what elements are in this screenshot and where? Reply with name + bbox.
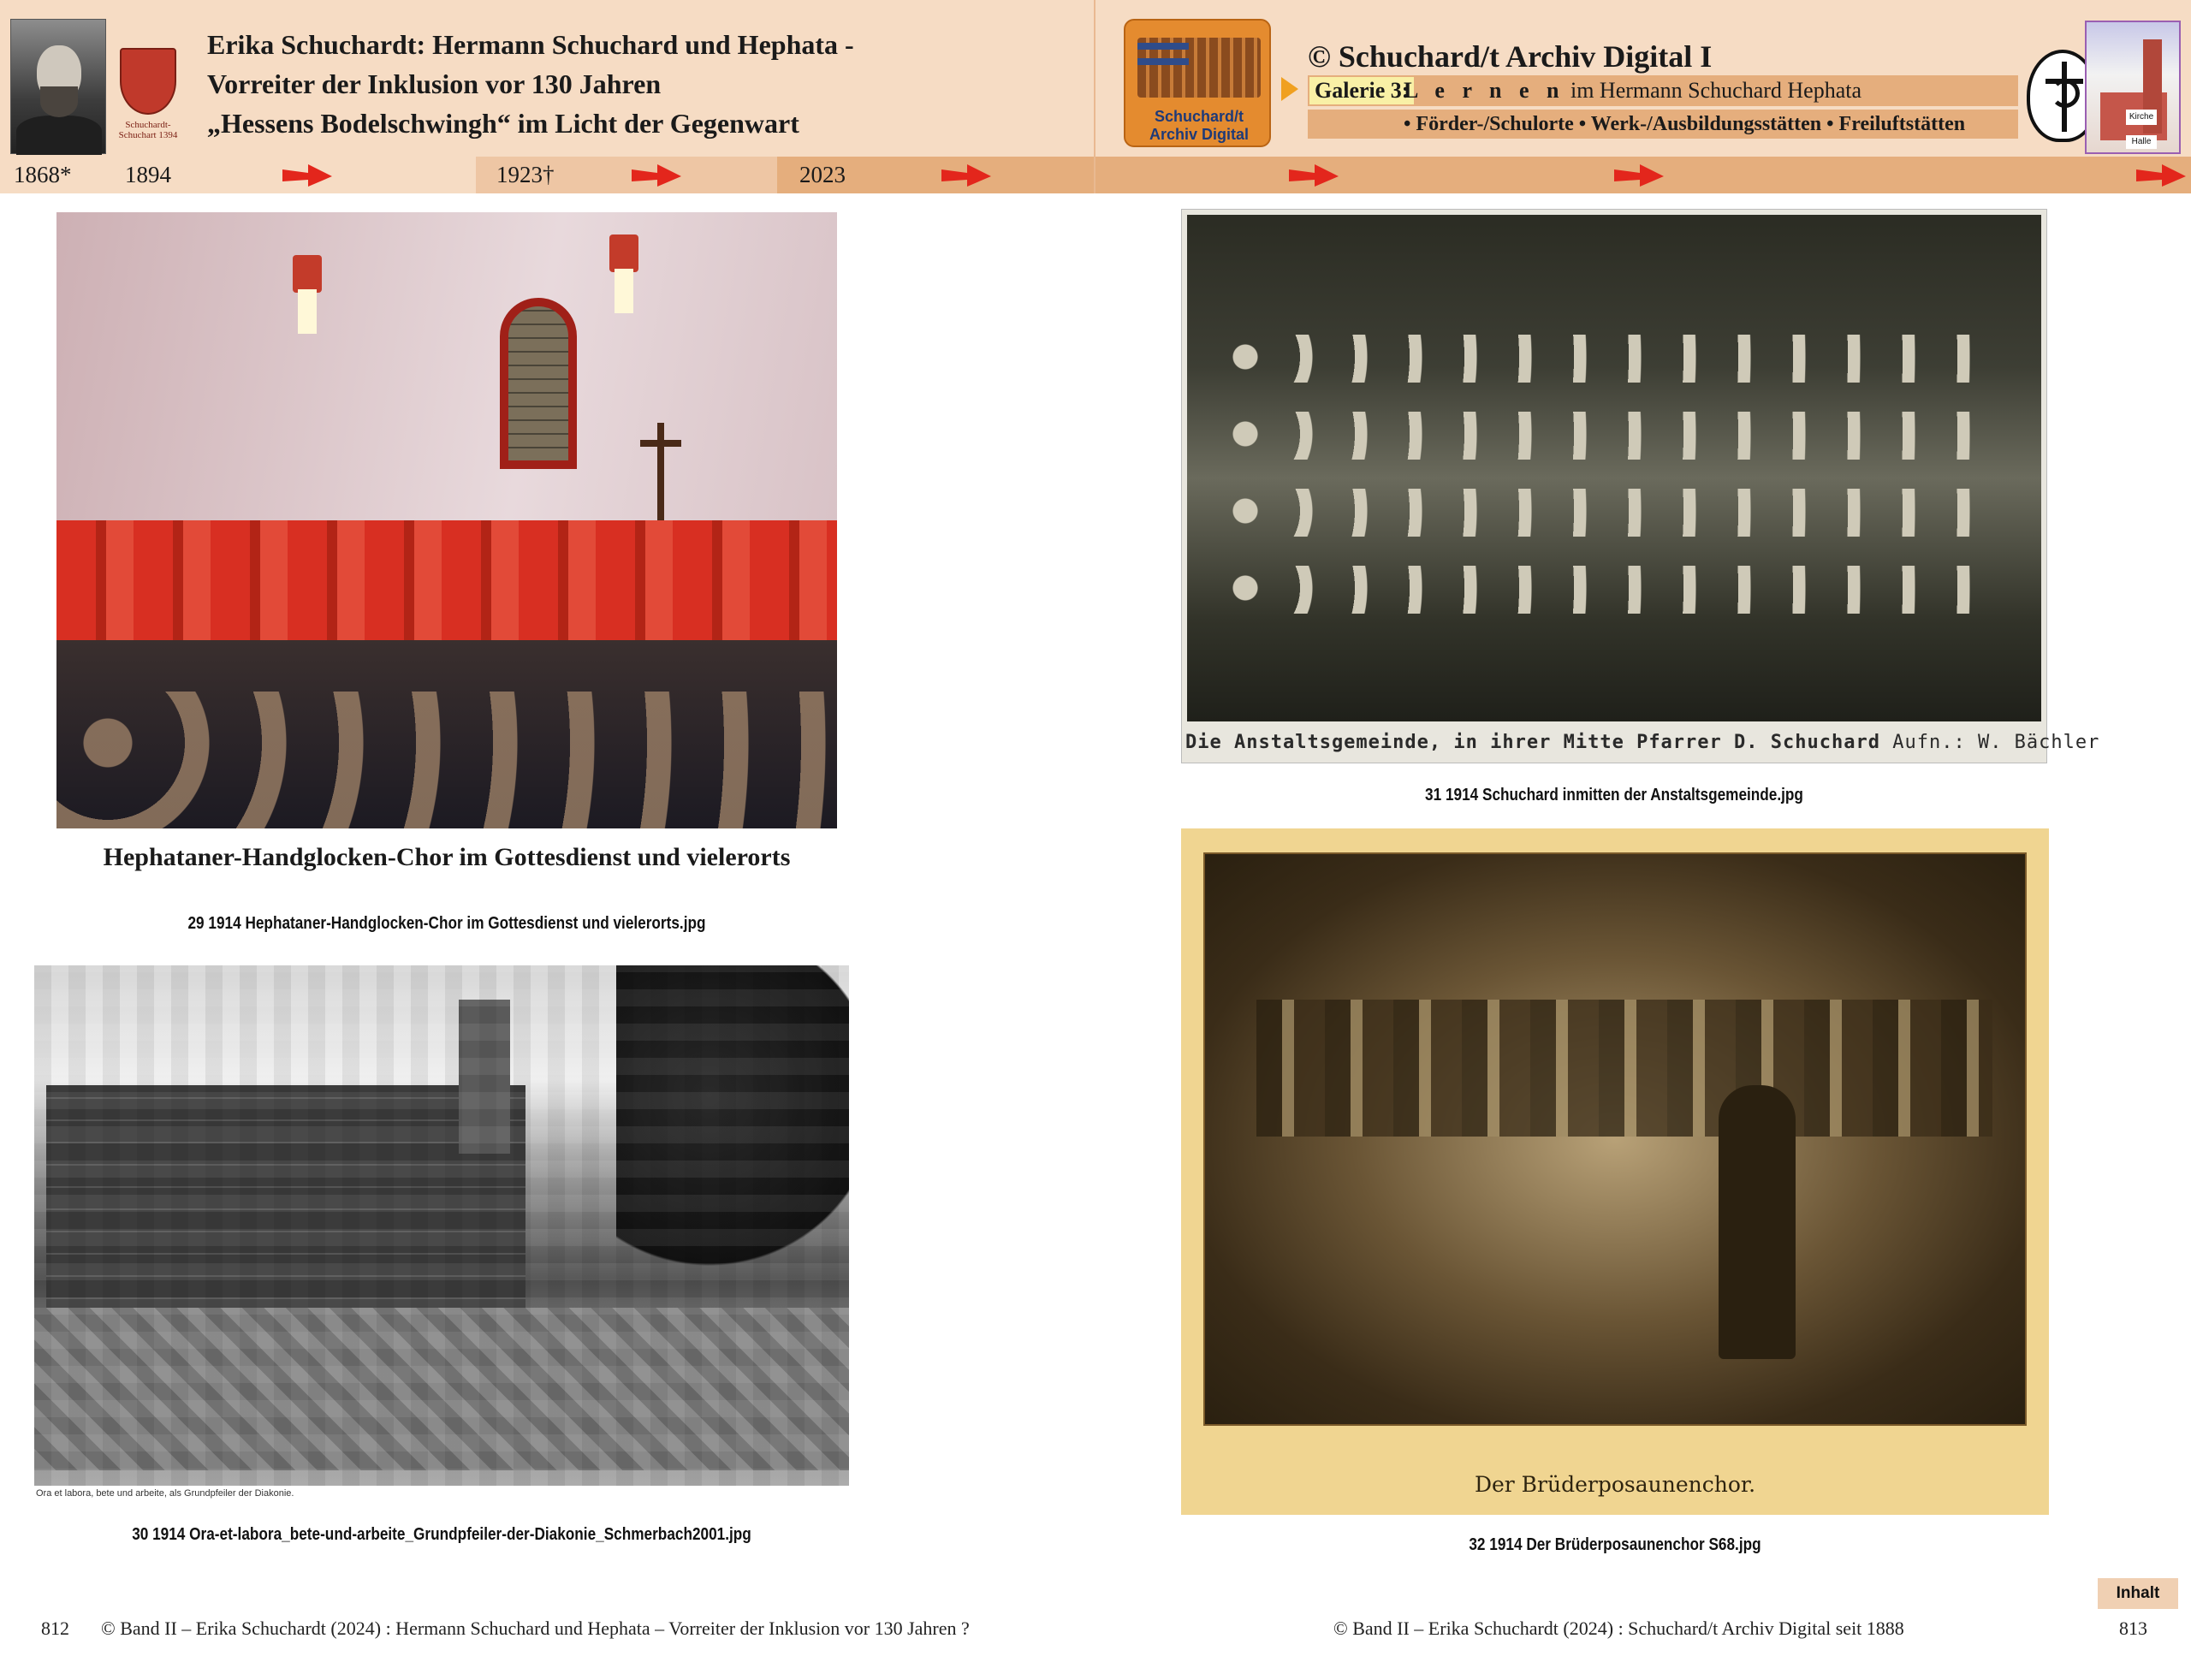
archive-logo-line-1: Schuchard/t (1154, 108, 1244, 125)
photo2-inner-caption: Ora et labora, bete und arbeite, als Grundpfeiler der Diakonie. (36, 1488, 294, 1499)
timeline-year-death: 1923† (496, 162, 555, 187)
gallery-title-spaced: L e r n e n (1404, 78, 1565, 103)
gallery-subtitle: • Förder-/Schulorte • Werk-/Ausbildungsstätten • Freiluftstätten (1404, 113, 1966, 135)
crest-text: Schuchardt-Schuchart 1394 (118, 120, 178, 140)
page-gutter-divider (1094, 0, 1096, 193)
photo-anstaltsgemeinde (1181, 209, 2100, 763)
archive-logo-line-2: Archiv Digital (1149, 126, 1250, 143)
portrait-hermann-schuchard (10, 19, 106, 154)
page-number-left: 812 (41, 1618, 69, 1639)
timeline-arrow-icon (941, 163, 991, 188)
timeline-arrow-icon (632, 163, 681, 188)
church-label-kirche: Kirche (2126, 110, 2157, 125)
timeline-year-birth: 1868* (14, 162, 72, 187)
archive-title: © Schuchard/t Archiv Digital I (1308, 39, 1713, 74)
gallery-pointer-icon (1281, 77, 1298, 101)
photo3-inner-caption: Die Anstaltsgemeinde, in ihrer Mitte Pfarrer D. Schuchard (1185, 732, 1880, 753)
photo3-filename: 31 1914 Schuchard inmitten der Anstaltsgemeinde.jpg (1425, 786, 1803, 804)
book-title-line-2: Vorreiter der Inklusion vor 130 Jahren (207, 68, 662, 99)
timeline-arrow-icon (2136, 163, 2186, 188)
photo-brueder-posaunenchor (1181, 828, 2049, 1515)
gallery-title-rest: im Hermann Schuchard Hephata (1570, 78, 1862, 103)
photo1-filename: 29 1914 Hephataner-Handglocken-Chor im Gottesdienst und vielerorts.jpg (187, 914, 706, 933)
church-thumbnail[interactable] (2085, 21, 2181, 154)
timeline-arrow-icon (1614, 163, 1664, 188)
family-crest (113, 33, 183, 152)
timeline-year-present: 2023 (799, 162, 846, 187)
timeline-arrow-icon (282, 163, 332, 188)
footer-copyright-left: © Band II – Erika Schuchardt (2024) : Hermann Schuchard und Hephata – Vorreiter der Inklusion vor 130 Jahren ? (101, 1618, 970, 1639)
photo2-filename: 30 1914 Ora-et-labora_bete-und-arbeite_Grundpfeiler-der-Diakonie_Schmerbach2001.jpg (132, 1525, 751, 1544)
table-of-contents-button[interactable]: Inhalt (2098, 1578, 2178, 1609)
photo-handbell-choir (56, 212, 837, 828)
archive-logo[interactable] (1124, 19, 1271, 147)
photo1-title: Hephataner-Handglocken-Chor im Gottesdienst und vielerorts (103, 843, 791, 871)
gallery-label: Galerie 3: (1309, 77, 1414, 104)
photo4-inner-caption: Der Brüderposaunenchor. (1474, 1472, 1756, 1497)
page-number-right: 813 (2119, 1618, 2147, 1639)
church-label-halle: Halle (2126, 135, 2157, 149)
photo-ora-et-labora (34, 965, 849, 1486)
timeline-arrow-icon (1289, 163, 1339, 188)
timeline-year-founding: 1894 (125, 162, 171, 187)
footer-copyright-right: © Band II – Erika Schuchardt (2024) : Schuchard/t Archiv Digital seit 1888 (1333, 1618, 1904, 1639)
gallery-title (1404, 77, 1861, 104)
photo4-filename: 32 1914 Der Brüderposaunenchor S68.jpg (1469, 1535, 1761, 1554)
photo3-inner-credit: Aufn.: W. Bächler (1892, 732, 2100, 753)
book-title-line-3: „Hessens Bodelschwingh“ im Licht der Gegenwart (207, 108, 799, 139)
book-title-line-1: Erika Schuchardt: Hermann Schuchard und Hephata - (207, 29, 854, 60)
